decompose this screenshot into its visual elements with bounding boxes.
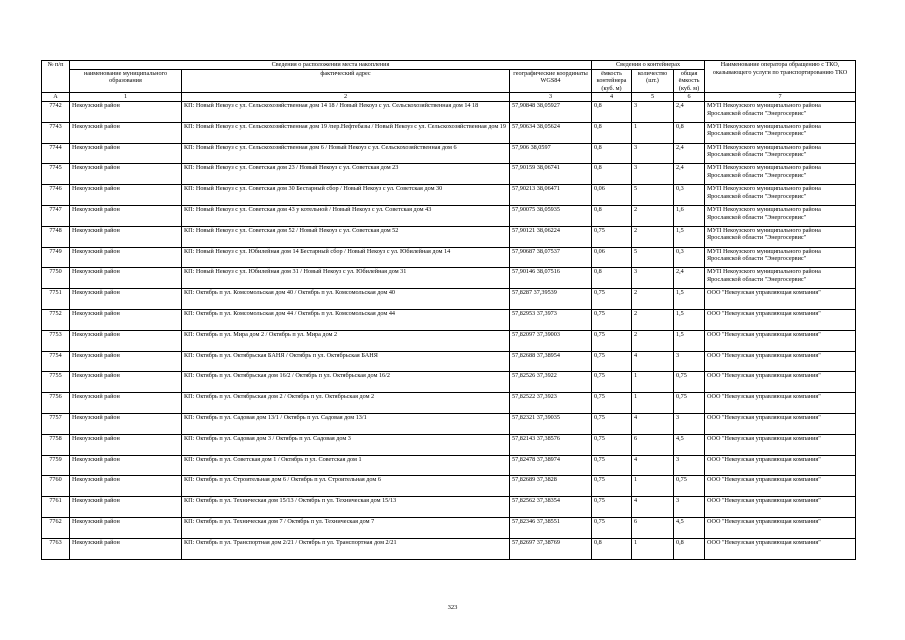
table-row <box>42 164 856 185</box>
cell-total: 2,4 <box>674 101 705 122</box>
cell-coordinates: 57,82697 37,38769 <box>510 538 592 559</box>
header-total: общая ёмкость (куб. м) <box>674 69 705 93</box>
register-table <box>41 60 856 560</box>
cell-number: 7749 <box>42 247 70 268</box>
cell-number: 7751 <box>42 289 70 310</box>
cell-count: 1 <box>632 372 674 393</box>
page-number: 323 <box>447 604 458 611</box>
cell-count: 2 <box>632 289 674 310</box>
cell-number: 7743 <box>42 122 70 143</box>
cell-total: 1,6 <box>674 205 705 226</box>
table-row <box>42 351 856 372</box>
cell-capacity: 0,8 <box>592 205 632 226</box>
cell-address: КП: Новый Некоуз с ул. Юбилейная дом 14 Бестарный сбор / Новый Некоуз с ул. Юбилейная дом 14 <box>182 247 510 268</box>
cell-coordinates: 57,90121 38,06224 <box>510 226 592 247</box>
cell-coordinates: 57,82522 37,3923 <box>510 393 592 414</box>
cell-municipality: Некоузский район <box>70 309 182 330</box>
cell-coordinates: 57,82143 37,38576 <box>510 434 592 455</box>
cell-coordinates: 57,90075 38,05935 <box>510 205 592 226</box>
cell-count: 3 <box>632 143 674 164</box>
cell-operator: МУП Некоузского муниципального района Ярославской области "Энергосервис" <box>705 247 856 268</box>
cell-count: 3 <box>632 164 674 185</box>
cell-coordinates: 57,82097 37,39003 <box>510 330 592 351</box>
cell-coordinates: 57,82321 37,39035 <box>510 413 592 434</box>
cell-address: КП: Октябрь п ул. Октябрьская дом 2 / Октябрь п ул. Октябрьская дом 2 <box>182 393 510 414</box>
cell-total: 0,3 <box>674 185 705 206</box>
colnum-3: 3 <box>510 93 592 102</box>
table-row <box>42 538 856 559</box>
cell-total: 0,8 <box>674 538 705 559</box>
cell-total: 3 <box>674 455 705 476</box>
header-coords: географические координаты WGS84 <box>510 69 592 93</box>
cell-capacity: 0,75 <box>592 372 632 393</box>
cell-count: 4 <box>632 455 674 476</box>
cell-operator: ООО "Некоузская управляющая компания" <box>705 351 856 372</box>
cell-coordinates: 57,82478 37,38974 <box>510 455 592 476</box>
cell-coordinates: 57,90213 38,06471 <box>510 185 592 206</box>
table-header <box>42 61 856 102</box>
cell-municipality: Некоузский район <box>70 185 182 206</box>
cell-number: 7754 <box>42 351 70 372</box>
cell-operator: МУП Некоузского муниципального района Ярославской области "Энергосервис" <box>705 185 856 206</box>
cell-count: 5 <box>632 185 674 206</box>
cell-municipality: Некоузский район <box>70 226 182 247</box>
cell-total: 3 <box>674 497 705 518</box>
cell-number: 7763 <box>42 538 70 559</box>
cell-address: КП: Октябрь п ул. Комсомольская дом 44 / Октябрь п ул. Комсомольская дом 44 <box>182 309 510 330</box>
cell-number: 7744 <box>42 143 70 164</box>
table-row <box>42 393 856 414</box>
cell-capacity: 0,75 <box>592 393 632 414</box>
cell-count: 2 <box>632 330 674 351</box>
cell-operator: ООО "Некоузская управляющая компания" <box>705 434 856 455</box>
cell-number: 7762 <box>42 517 70 538</box>
cell-count: 2 <box>632 226 674 247</box>
cell-operator: МУП Некоузского муниципального района Ярославской области "Энергосервис" <box>705 268 856 289</box>
cell-municipality: Некоузский район <box>70 538 182 559</box>
cell-municipality: Некоузский район <box>70 434 182 455</box>
cell-operator: МУП Некоузского муниципального района Ярославской области "Энергосервис" <box>705 101 856 122</box>
cell-capacity: 0,75 <box>592 497 632 518</box>
cell-address: КП: Октябрь п ул. Садовая дом 13/1 / Октябрь п ул. Садовая дом 13/1 <box>182 413 510 434</box>
header-location-group: Сведения о расположении места накопления <box>70 61 592 70</box>
cell-count: 4 <box>632 413 674 434</box>
cell-capacity: 0,8 <box>592 164 632 185</box>
cell-total: 4,5 <box>674 517 705 538</box>
cell-count: 1 <box>632 393 674 414</box>
cell-municipality: Некоузский район <box>70 393 182 414</box>
cell-address: КП: Октябрь п ул. Техническая дом 15/13 / Октябрь п ул. Техническая дом 15/13 <box>182 497 510 518</box>
cell-number: 7757 <box>42 413 70 434</box>
table-row <box>42 289 856 310</box>
cell-address: КП: Октябрь п ул. Садовая дом 3 / Октябрь п ул. Садовая дом 3 <box>182 434 510 455</box>
cell-operator: ООО "Некоузская управляющая компания" <box>705 309 856 330</box>
cell-number: 7746 <box>42 185 70 206</box>
colnum-6: 6 <box>674 93 705 102</box>
cell-capacity: 0,75 <box>592 455 632 476</box>
cell-total: 1,5 <box>674 309 705 330</box>
cell-capacity: 0,75 <box>592 226 632 247</box>
cell-address: КП: Октябрь п ул. Октябрьская БАНЯ / Октябрь п ул. Октябрьская БАНЯ <box>182 351 510 372</box>
cell-count: 1 <box>632 476 674 497</box>
cell-address: КП: Октябрь п ул. Октябрьская дом 16/2 / Октябрь п ул. Октябрьская дом 16/2 <box>182 372 510 393</box>
cell-number: 7756 <box>42 393 70 414</box>
cell-operator: ООО "Некоузская управляющая компания" <box>705 497 856 518</box>
cell-municipality: Некоузский район <box>70 517 182 538</box>
colnum-7: 7 <box>705 93 856 102</box>
cell-operator: МУП Некоузского муниципального района Ярославской области "Энергосервис" <box>705 205 856 226</box>
cell-operator: ООО "Некоузская управляющая компания" <box>705 476 856 497</box>
cell-capacity: 0,75 <box>592 289 632 310</box>
table-row <box>42 330 856 351</box>
cell-operator: ООО "Некоузская управляющая компания" <box>705 455 856 476</box>
cell-municipality: Некоузский район <box>70 476 182 497</box>
cell-address: КП: Октябрь п ул. Мира дом 2 / Октябрь п ул. Мира дом 2 <box>182 330 510 351</box>
cell-count: 4 <box>632 351 674 372</box>
cell-address: КП: Октябрь п ул. Советская дом 1 / Октябрь п ул. Советская дом 1 <box>182 455 510 476</box>
colnum-2: 2 <box>182 93 510 102</box>
cell-capacity: 0,8 <box>592 143 632 164</box>
cell-address: КП: Октябрь п ул. Техническая дом 7 / Октябрь п ул. Техническая дом 7 <box>182 517 510 538</box>
cell-number: 7758 <box>42 434 70 455</box>
cell-operator: ООО "Некоузская управляющая компания" <box>705 330 856 351</box>
cell-coordinates: 57,82526 37,3922 <box>510 372 592 393</box>
cell-address: КП: Новый Некоуз с ул. Советская дом 23 / Новый Некоуз с ул. Советская дом 23 <box>182 164 510 185</box>
cell-count: 2 <box>632 309 674 330</box>
cell-address: КП: Новый Некоуз с ул. Советская дом 52 / Новый Некоуз с ул. Советская дом 52 <box>182 226 510 247</box>
cell-address: КП: Октябрь п ул. Строительная дом 6 / Октябрь п ул. Строительная дом 6 <box>182 476 510 497</box>
cell-total: 1,5 <box>674 330 705 351</box>
header-municipality: наименование муниципального образования <box>70 69 182 93</box>
cell-count: 6 <box>632 434 674 455</box>
cell-capacity: 0,8 <box>592 122 632 143</box>
cell-address: КП: Новый Некоуз с ул. Юбилейная дом 31 / Новый Некоуз с ул. Юбилейная дом 31 <box>182 268 510 289</box>
cell-total: 0,75 <box>674 476 705 497</box>
cell-number: 7761 <box>42 497 70 518</box>
cell-number: 7753 <box>42 330 70 351</box>
cell-coordinates: 57,82953 37,3973 <box>510 309 592 330</box>
cell-municipality: Некоузский район <box>70 372 182 393</box>
table-row <box>42 185 856 206</box>
cell-number: 7747 <box>42 205 70 226</box>
cell-coordinates: 57,90146 38,07516 <box>510 268 592 289</box>
cell-total: 2,4 <box>674 268 705 289</box>
cell-coordinates: 57,8287 37,39539 <box>510 289 592 310</box>
cell-number: 7752 <box>42 309 70 330</box>
column-numbers-row <box>42 93 856 102</box>
cell-total: 4,5 <box>674 434 705 455</box>
cell-count: 3 <box>632 268 674 289</box>
cell-total: 2,4 <box>674 164 705 185</box>
table-row <box>42 372 856 393</box>
cell-address: КП: Новый Некоуз с ул. Сельскохозяйственная дом 19 /пер.Нефтебазы / Новый Некоуз с ул. Сельскохозяйственная дом 19 <box>182 122 510 143</box>
cell-total: 0,75 <box>674 372 705 393</box>
header-containers-group: Сведения о контейнерах <box>592 61 705 70</box>
cell-number: 7750 <box>42 268 70 289</box>
cell-operator: МУП Некоузского муниципального района Ярославской области "Энергосервис" <box>705 143 856 164</box>
cell-municipality: Некоузский район <box>70 330 182 351</box>
cell-coordinates: 57,906 38,0597 <box>510 143 592 164</box>
cell-address: КП: Новый Некоуз с ул. Советская дом 43 у котельной / Новый Некоуз с ул. Советская дом 43 <box>182 205 510 226</box>
cell-coordinates: 57,82689 37,3828 <box>510 476 592 497</box>
table-row <box>42 413 856 434</box>
cell-count: 1 <box>632 538 674 559</box>
cell-number: 7755 <box>42 372 70 393</box>
table-row <box>42 143 856 164</box>
cell-operator: ООО "Некоузская управляющая компания" <box>705 372 856 393</box>
cell-operator: ООО "Некоузская управляющая компания" <box>705 517 856 538</box>
cell-capacity: 0,75 <box>592 434 632 455</box>
cell-capacity: 0,8 <box>592 101 632 122</box>
table-row <box>42 268 856 289</box>
colnum-4: 4 <box>592 93 632 102</box>
cell-coordinates: 57,90848 38,05927 <box>510 101 592 122</box>
table-row <box>42 226 856 247</box>
table-row <box>42 497 856 518</box>
table-row <box>42 476 856 497</box>
colnum-5: 5 <box>632 93 674 102</box>
table-row <box>42 455 856 476</box>
cell-address: КП: Октябрь п ул. Транспортная дом 2/21 / Октябрь п ул. Транспортная дом 2/21 <box>182 538 510 559</box>
cell-capacity: 0,75 <box>592 517 632 538</box>
table-row <box>42 205 856 226</box>
table-row <box>42 517 856 538</box>
cell-coordinates: 57,90634 38,05624 <box>510 122 592 143</box>
cell-coordinates: 57,82562 37,38354 <box>510 497 592 518</box>
table-row <box>42 309 856 330</box>
cell-total: 0,3 <box>674 247 705 268</box>
cell-municipality: Некоузский район <box>70 164 182 185</box>
cell-operator: МУП Некоузского муниципального района Ярославской области "Энергосервис" <box>705 226 856 247</box>
cell-municipality: Некоузский район <box>70 289 182 310</box>
colnum-1: 1 <box>70 93 182 102</box>
cell-number: 7745 <box>42 164 70 185</box>
colnum-a: А <box>42 93 70 102</box>
cell-capacity: 0,75 <box>592 309 632 330</box>
header-count: количество (шт.) <box>632 69 674 93</box>
header-no: № п/п <box>42 61 70 93</box>
table-body <box>42 101 856 559</box>
table-row <box>42 247 856 268</box>
cell-count: 4 <box>632 497 674 518</box>
cell-count: 6 <box>632 517 674 538</box>
cell-municipality: Некоузский район <box>70 455 182 476</box>
cell-municipality: Некоузский район <box>70 268 182 289</box>
cell-total: 0,8 <box>674 122 705 143</box>
cell-operator: МУП Некоузского муниципального района Ярославской области "Энергосервис" <box>705 122 856 143</box>
cell-address: КП: Новый Некоуз с ул. Сельскохозяйственная дом 6 / Новый Некоуз с ул. Сельскохозяйственная дом 6 <box>182 143 510 164</box>
cell-capacity: 0,8 <box>592 268 632 289</box>
cell-municipality: Некоузский район <box>70 247 182 268</box>
cell-number: 7760 <box>42 476 70 497</box>
header-operator: Наименование оператора обращению с ТКО, оказывающего услуги по транспортированию ТКО <box>705 61 856 93</box>
cell-coordinates: 57,82688 37,38954 <box>510 351 592 372</box>
cell-coordinates: 57,90159 38,06741 <box>510 164 592 185</box>
cell-total: 2,4 <box>674 143 705 164</box>
cell-number: 7742 <box>42 101 70 122</box>
cell-capacity: 0,06 <box>592 247 632 268</box>
cell-municipality: Некоузский район <box>70 101 182 122</box>
cell-coordinates: 57,90687 38,07537 <box>510 247 592 268</box>
cell-capacity: 0,8 <box>592 538 632 559</box>
cell-count: 2 <box>632 205 674 226</box>
table-row <box>42 122 856 143</box>
cell-count: 5 <box>632 247 674 268</box>
header-address: фактический адрес <box>182 69 510 93</box>
cell-number: 7748 <box>42 226 70 247</box>
cell-municipality: Некоузский район <box>70 122 182 143</box>
cell-operator: ООО "Некоузская управляющая компания" <box>705 538 856 559</box>
cell-operator: ООО "Некоузская управляющая компания" <box>705 413 856 434</box>
cell-count: 3 <box>632 101 674 122</box>
cell-capacity: 0,75 <box>592 413 632 434</box>
cell-municipality: Некоузский район <box>70 143 182 164</box>
header-capacity: ёмкость контейнера (куб. м) <box>592 69 632 93</box>
cell-operator: ООО "Некоузская управляющая компания" <box>705 393 856 414</box>
cell-operator: ООО "Некоузская управляющая компания" <box>705 289 856 310</box>
cell-capacity: 0,75 <box>592 330 632 351</box>
cell-count: 1 <box>632 122 674 143</box>
cell-capacity: 0,75 <box>592 351 632 372</box>
table-row <box>42 101 856 122</box>
cell-total: 1,5 <box>674 226 705 247</box>
table-row <box>42 434 856 455</box>
cell-number: 7759 <box>42 455 70 476</box>
cell-capacity: 0,06 <box>592 185 632 206</box>
cell-address: КП: Новый Некоуз с ул. Советская дом 30 Бестарный сбор / Новый Некоуз с ул. Советская дом 30 <box>182 185 510 206</box>
cell-address: КП: Новый Некоуз с ул. Сельскохозяйственная дом 14 18 / Новый Некоуз с ул. Сельскохозяйственная дом 14 18 <box>182 101 510 122</box>
cell-total: 0,75 <box>674 393 705 414</box>
cell-municipality: Некоузский район <box>70 497 182 518</box>
cell-operator: МУП Некоузского муниципального района Ярославской области "Энергосервис" <box>705 164 856 185</box>
cell-municipality: Некоузский район <box>70 413 182 434</box>
cell-coordinates: 57,82346 37,38551 <box>510 517 592 538</box>
cell-address: КП: Октябрь п ул. Комсомольская дом 40 / Октябрь п ул. Комсомольская дом 40 <box>182 289 510 310</box>
cell-total: 1,5 <box>674 289 705 310</box>
cell-municipality: Некоузский район <box>70 351 182 372</box>
cell-total: 3 <box>674 413 705 434</box>
cell-total: 3 <box>674 351 705 372</box>
cell-municipality: Некоузский район <box>70 205 182 226</box>
cell-capacity: 0,75 <box>592 476 632 497</box>
